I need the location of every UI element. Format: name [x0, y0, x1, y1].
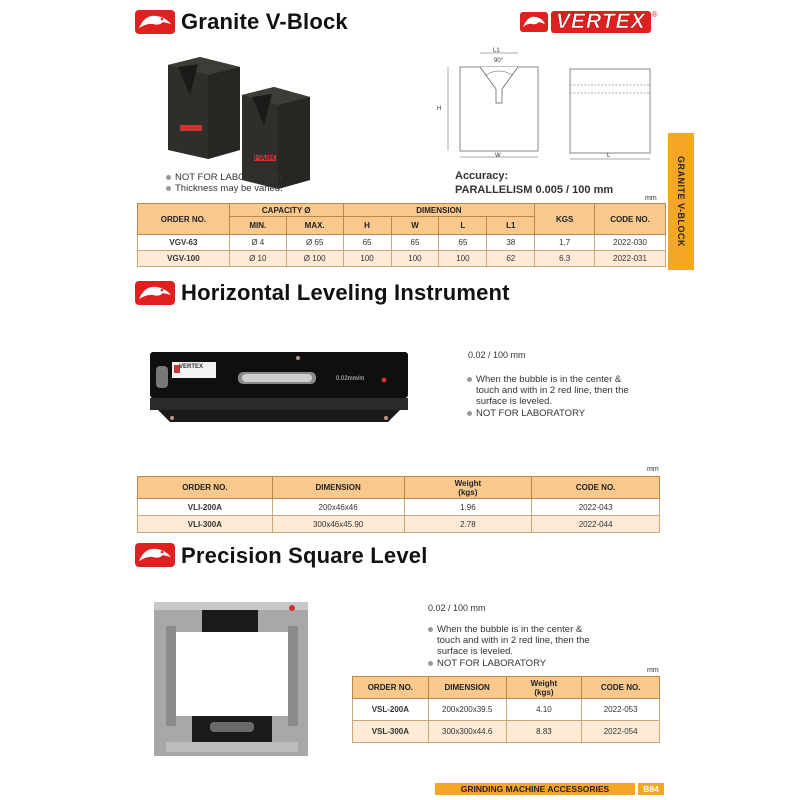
- hlevel-spec: 0.02 / 100 mm: [468, 350, 526, 360]
- hlevel-note-3: surface is leveled.: [476, 396, 553, 407]
- drawing-w-label: W: [495, 153, 501, 159]
- drawing-l-label: L: [607, 153, 611, 159]
- table-row: VGV-100 Ø 10 Ø 100 100 100 100 62 6.3 2022-031: [138, 251, 666, 267]
- th-dimension: DIMENSION: [428, 677, 506, 699]
- hlevel-note-1: When the bubble is in the center &: [467, 374, 621, 385]
- sqlevel-photo: [152, 598, 310, 758]
- th-max: MAX.: [286, 217, 343, 235]
- section-logo-icon: [135, 543, 175, 567]
- side-tab: GRANITE V-BLOCK: [668, 133, 694, 270]
- sqlevel-table: [352, 676, 660, 743]
- vblock-table: [137, 203, 666, 267]
- vblock-note-2: Thickness may be varied.: [166, 183, 283, 194]
- section-logo-icon: [135, 10, 175, 34]
- hlevel-title: Horizontal Leveling Instrument: [181, 280, 510, 305]
- th-order: ORDER NO.: [353, 677, 429, 699]
- th-weight: Weight (kgs): [404, 477, 532, 499]
- page-number: B84: [638, 783, 664, 795]
- vblock-note-1: NOT FOR LABORATORY: [166, 172, 284, 183]
- th-h: H: [343, 217, 391, 235]
- brand-logo: [520, 10, 658, 34]
- th-code: CODE NO.: [595, 204, 666, 235]
- vblock-unit: mm: [645, 195, 657, 202]
- th-weight: Weight (kgs): [506, 677, 582, 699]
- sqlevel-title: Precision Square Level: [181, 543, 428, 568]
- vblock-drawing-side: [565, 65, 655, 165]
- drawing-l1-label: L1: [493, 48, 500, 54]
- brand-reg: ®: [651, 10, 658, 19]
- th-order: ORDER NO.: [138, 204, 230, 235]
- th-dimension: DIMENSION: [343, 204, 535, 217]
- parallelism-spec: PARALLELISM 0.005 / 100 mm: [455, 184, 614, 196]
- accuracy-label: Accuracy:: [455, 170, 509, 182]
- brand-name: VERTEX: [551, 11, 651, 33]
- hlevel-unit: mm: [647, 466, 659, 473]
- section-logo-icon: [135, 281, 175, 305]
- table-row: VLI-200A 200x46x46 1.96 2022-043: [138, 499, 660, 516]
- hlevel-table: [137, 476, 660, 533]
- page-footer: [435, 782, 664, 796]
- th-capacity: CAPACITY Ø: [229, 204, 343, 217]
- hlevel-note-2: touch and with in 2 red line, then the: [476, 385, 629, 396]
- sqlevel-note-4: NOT FOR LABORATORY: [428, 658, 546, 669]
- sqlevel-note-2: touch and with in 2 red line, then the: [437, 635, 590, 646]
- th-code: CODE NO.: [532, 477, 660, 499]
- sqlevel-note-3: surface is leveled.: [437, 646, 514, 657]
- drawing-h-label: H: [437, 106, 442, 112]
- th-kgs: KGS: [535, 204, 595, 235]
- th-order: ORDER NO.: [138, 477, 273, 499]
- sqlevel-note-1: When the bubble is in the center &: [428, 624, 582, 635]
- sqlevel-spec: 0.02 / 100 mm: [428, 603, 486, 613]
- brand-bird-icon: [520, 12, 548, 32]
- th-w: W: [391, 217, 439, 235]
- vblock-pair-label: PAIR: [254, 152, 275, 162]
- footer-label: GRINDING MACHINE ACCESSORIES: [435, 783, 635, 795]
- hlevel-note-4: NOT FOR LABORATORY: [467, 408, 585, 419]
- th-dimension: DIMENSION: [272, 477, 404, 499]
- table-row: VGV-63 Ø 4 Ø 65 65 65 65 38 1.7 2022-030: [138, 235, 666, 251]
- drawing-angle-label: 90°: [494, 58, 504, 64]
- th-l: L: [439, 217, 487, 235]
- vblock-title: Granite V-Block: [181, 9, 348, 34]
- th-min: MIN.: [229, 217, 286, 235]
- hlevel-device-label: 0.02mm/m: [336, 376, 365, 382]
- table-row: VSL-300A 300x300x44.6 8.83 2022-054: [353, 721, 660, 743]
- sqlevel-unit: mm: [647, 667, 659, 674]
- th-l1: L1: [487, 217, 535, 235]
- hlevel-device-brand: VERTEX: [179, 364, 204, 370]
- th-code: CODE NO.: [582, 677, 660, 699]
- table-row: VLI-300A 300x46x45.90 2.78 2022-044: [138, 516, 660, 533]
- table-row: VSL-200A 200x200x39.5 4.10 2022-053: [353, 699, 660, 721]
